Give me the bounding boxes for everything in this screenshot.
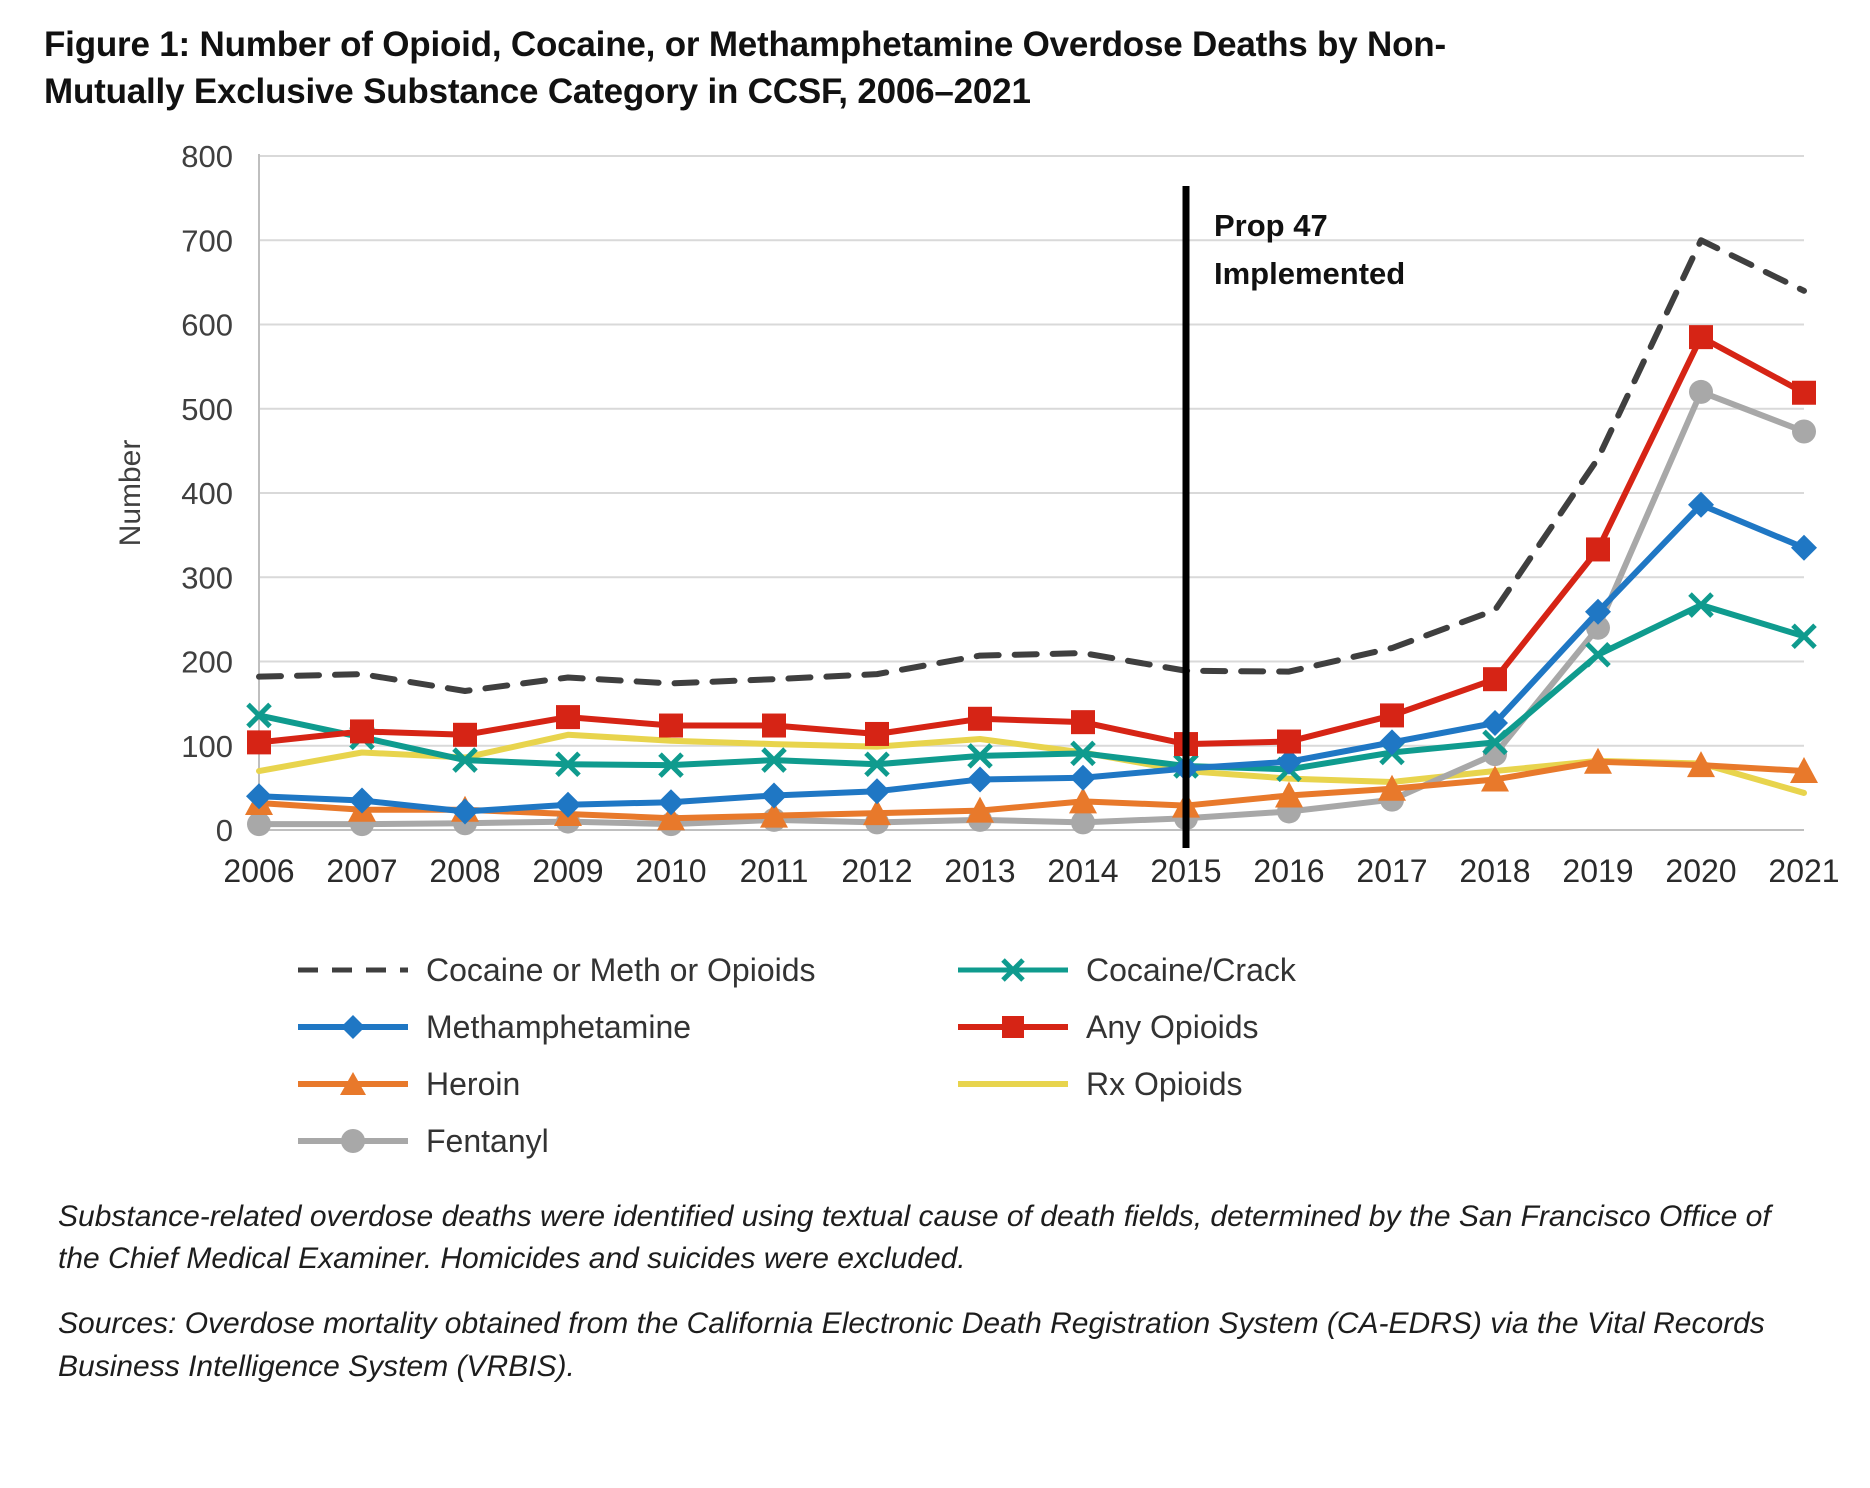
x-axis-tick-label: 2020 (1665, 852, 1737, 889)
legend-item-cocaine-or-meth-or-opioids[interactable] (294, 952, 954, 989)
x-axis-tick-label: 2007 (326, 852, 398, 889)
line-chart (44, 130, 1844, 940)
legend-swatch-line-icon (954, 1069, 1072, 1099)
prop47-annotation-line1: Prop 47 (1214, 207, 1328, 243)
x-axis-tick-label: 2018 (1459, 852, 1531, 889)
series-any-opioids (247, 325, 1816, 756)
legend-swatch-x-marker-icon (954, 955, 1072, 985)
y-axis-tick-label: 800 (181, 138, 233, 174)
y-axis-tick-label: 400 (181, 475, 233, 511)
x-axis-tick-label: 2017 (1356, 852, 1428, 889)
legend-swatch-triangle-marker-icon (294, 1069, 412, 1099)
x-axis-tick-label: 2011 (739, 852, 809, 889)
legend-label: Cocaine/Crack (1086, 951, 1296, 988)
x-axis-tick-label: 2012 (841, 852, 913, 889)
y-axis-tick-label: 100 (181, 728, 233, 764)
legend-label: Rx Opioids (1086, 1065, 1243, 1102)
y-axis-tick-label: 300 (181, 560, 233, 596)
legend-swatch-circle-marker-icon (294, 1126, 412, 1156)
y-axis-tick-label: 600 (181, 307, 233, 343)
legend-swatch-dashed-line-icon (294, 955, 412, 985)
figure-notes (58, 1196, 1818, 1388)
x-axis-tick-label: 2009 (532, 852, 604, 889)
legend-label: Any Opioids (1086, 1008, 1259, 1045)
legend-item-fentanyl[interactable] (294, 1123, 954, 1160)
x-axis-tick-label: 2021 (1768, 852, 1840, 889)
legend-item-methamphetamine[interactable] (294, 1009, 954, 1046)
legend-item-rx-opioids[interactable] (954, 1066, 1574, 1103)
legend-swatch-diamond-marker-icon (294, 1012, 412, 1042)
x-axis-tick-label: 2008 (429, 852, 501, 889)
x-axis-tick-label: 2014 (1047, 852, 1119, 889)
page-title: Figure 1: Number of Opioid, Cocaine, or Methamphetamine Overdose Deaths by Non-Mutually Exclusive Substance Category in CCSF, 2006–2021 (44, 25, 1446, 111)
x-axis-tick-label: 2015 (1150, 852, 1222, 889)
x-axis-tick-label: 2016 (1253, 852, 1325, 889)
series-cocaine-or-meth-or-opioids (259, 240, 1804, 691)
legend-label: Methamphetamine (426, 1008, 692, 1045)
y-axis-title: Number (114, 439, 147, 547)
legend-item-cocaine-crack[interactable] (954, 952, 1574, 989)
legend-item-any-opioids[interactable] (954, 1009, 1574, 1046)
y-axis-tick-label: 200 (181, 644, 233, 680)
prop47-annotation-line2: Implemented (1214, 255, 1406, 291)
y-axis-tick-label: 0 (215, 812, 233, 848)
chart-container (44, 130, 1844, 940)
legend-label: Cocaine or Meth or Opioids (426, 951, 816, 988)
legend-item-heroin[interactable] (294, 1066, 954, 1103)
methods-note: Substance-related overdose deaths were identified using textual cause of death fields, determined by the San Francisco Office of the Chief Medical Examiner. Homicides and suicides were excluded. (58, 1199, 1771, 1276)
y-axis-tick-label: 500 (181, 391, 233, 427)
x-axis-tick-label: 2006 (223, 852, 295, 889)
sources-note: Sources: Overdose mortality obtained from the California Electronic Death Registration System (CA-EDRS) via the Vital Records Business Intelligence System (VRBIS). (58, 1306, 1765, 1383)
legend-label: Heroin (426, 1065, 521, 1102)
chart-legend (294, 942, 1714, 1170)
x-axis-tick-label: 2010 (635, 852, 707, 889)
legend-swatch-square-marker-icon (954, 1012, 1072, 1042)
x-axis-tick-label: 2013 (944, 852, 1016, 889)
y-axis-tick-label: 700 (181, 223, 233, 259)
legend-label: Fentanyl (426, 1122, 549, 1159)
series-methamphetamine (246, 492, 1817, 825)
x-axis-tick-label: 2019 (1562, 852, 1634, 889)
